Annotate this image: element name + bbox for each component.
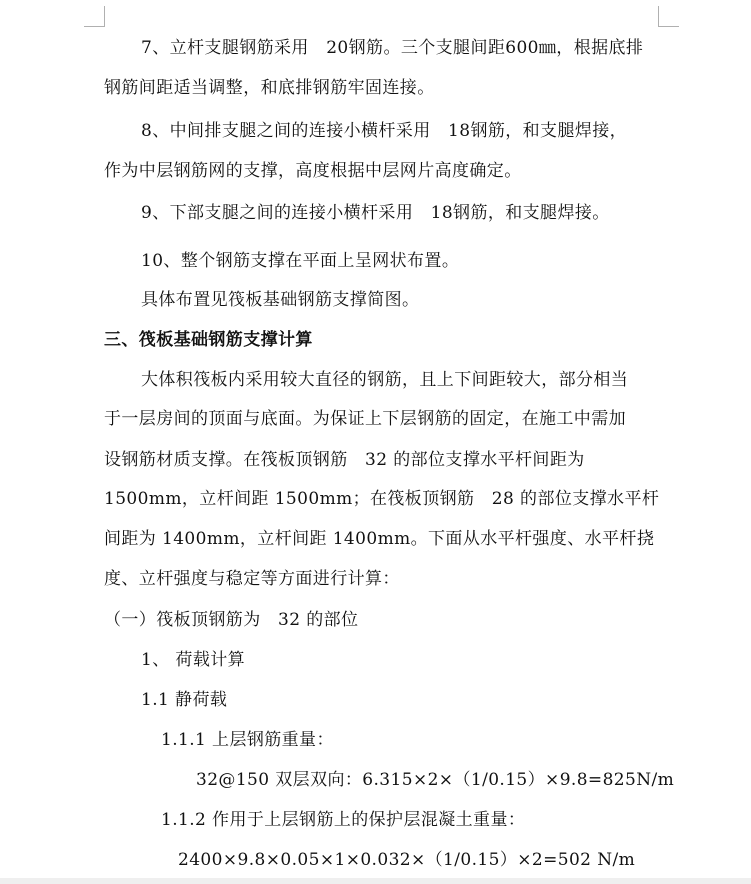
subsection-heading: 1.1.1 上层钢筋重量： xyxy=(161,730,334,750)
paragraph-line: 钢筋间距适当调整，和底排钢筋牢固连接。 xyxy=(104,78,435,98)
formula-line: 32@150 双层双向：6.315×2×（1/0.15）×9.8=825N/m xyxy=(196,770,675,790)
paragraph-line: 10、整个钢筋支撑在平面上呈网状布置。 xyxy=(141,251,460,271)
paragraph-line: 设钢筋材质支撑。在筏板顶钢筋 32 的部位支撑水平杆间距为 xyxy=(104,450,585,470)
formula-line: 2400×9.8×0.05×1×0.032×（1/0.15）×2=502 N/m xyxy=(178,850,636,870)
paragraph-line: 7、立杆支腿钢筋采用 20钢筋。三个支腿间距600㎜，根据底排 xyxy=(141,38,644,58)
scroll-bar-track[interactable] xyxy=(0,878,751,884)
paragraph-line: 于一层房间的顶面与底面。为保证上下层钢筋的固定，在施工中需加 xyxy=(104,409,626,429)
subsection-heading: （一）筏板顶钢筋为 32 的部位 xyxy=(104,610,359,630)
paragraph-line: 度、立杆强度与稳定等方面进行计算： xyxy=(104,569,400,589)
paragraph-line: 作为中层钢筋网的支撑，高度根据中层网片高度确定。 xyxy=(104,161,522,181)
paragraph-line: 间距为 1400mm，立杆间距 1400mm。下面从水平杆强度、水平杆挠 xyxy=(104,529,655,549)
page-corner-marker-top-right xyxy=(658,6,679,27)
page-corner-marker-top-left xyxy=(84,6,105,27)
subsection-heading: 1.1 静荷载 xyxy=(141,690,228,710)
paragraph-line: 大体积筏板内采用较大直径的钢筋，且上下间距较大，部分相当 xyxy=(141,370,629,390)
paragraph-line: 8、中间排支腿之间的连接小横杆采用 18钢筋，和支腿焊接， xyxy=(141,121,628,141)
paragraph-line: 9、下部支腿之间的连接小横杆采用 18钢筋，和支腿焊接。 xyxy=(141,203,610,223)
paragraph-line: 具体布置见筏板基础钢筋支撑简图。 xyxy=(141,290,420,310)
paragraph-line: 1500mm，立杆间距 1500mm；在筏板顶钢筋 28 的部位支撑水平杆 xyxy=(104,489,660,509)
subsection-heading: 1、 荷载计算 xyxy=(141,650,246,670)
section-heading: 三、筏板基础钢筋支撑计算 xyxy=(104,330,313,350)
subsection-heading: 1.1.2 作用于上层钢筋上的保护层混凝土重量： xyxy=(161,810,526,830)
